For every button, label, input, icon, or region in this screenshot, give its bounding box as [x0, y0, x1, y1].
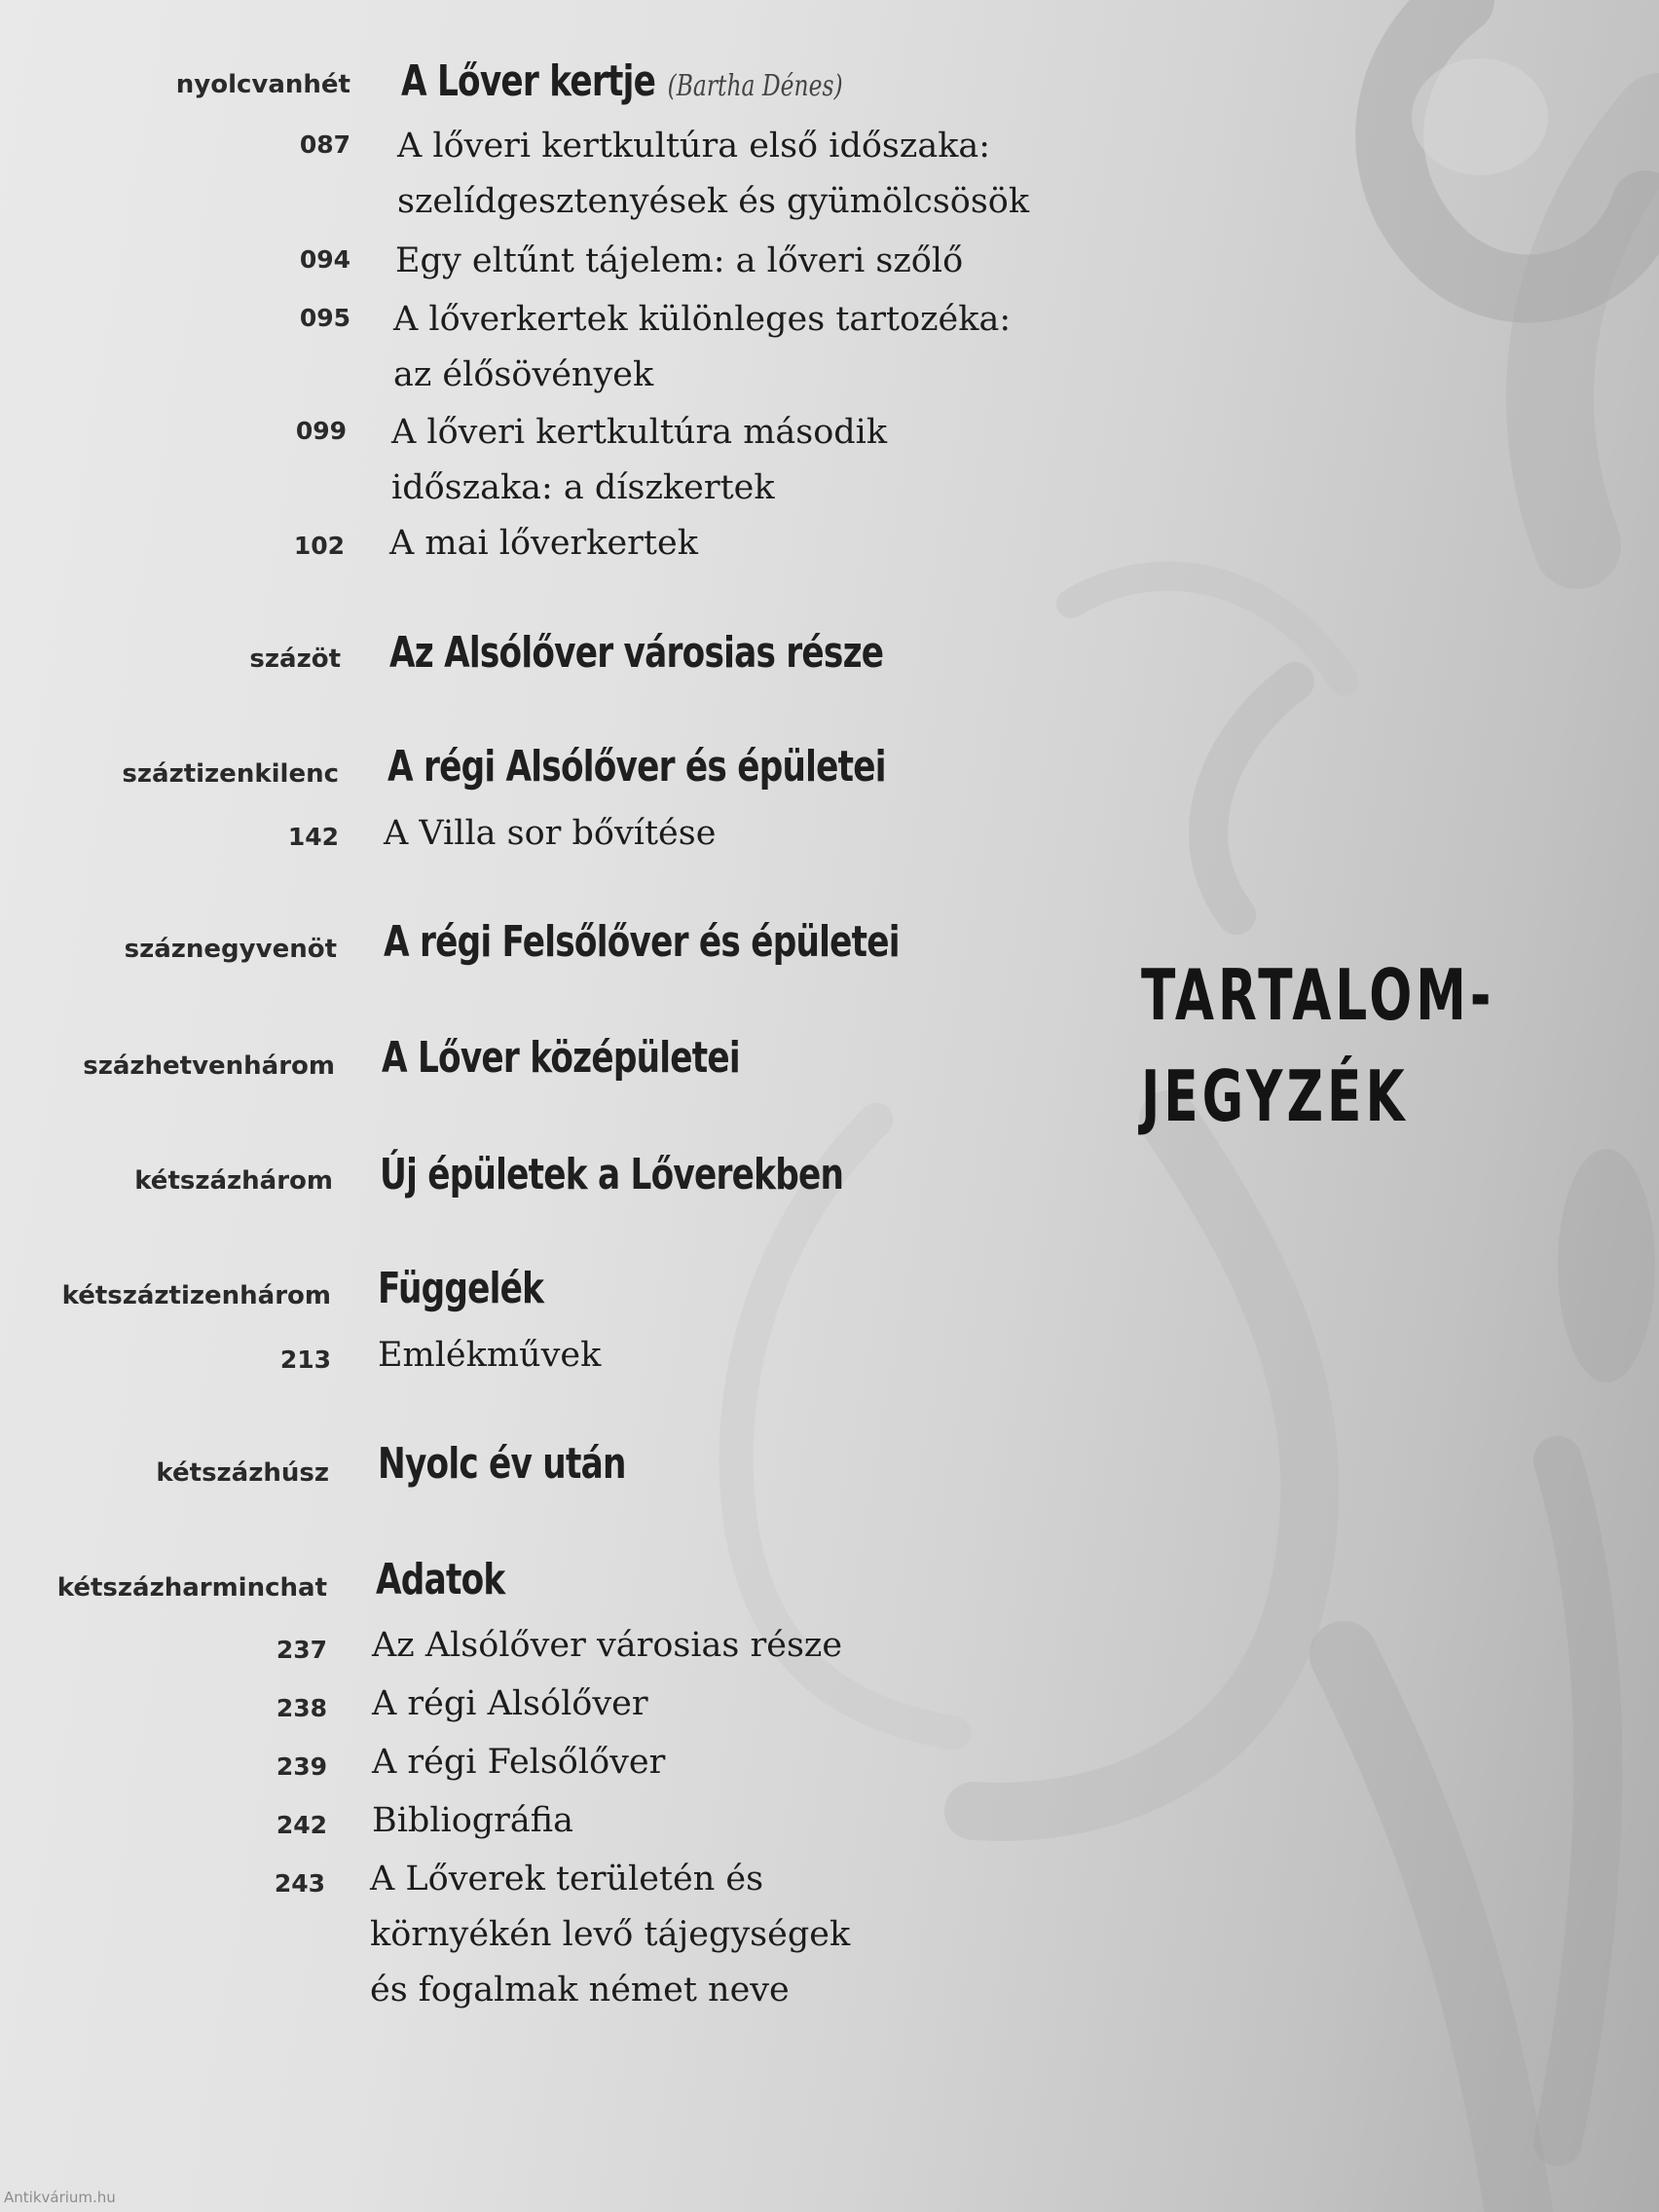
entry-text	[389, 516, 698, 571]
entry-line: Egy eltűnt tájelem: a lőveri szőlő	[395, 241, 964, 280]
entry-text	[370, 1852, 850, 2018]
section-label: kétszáztizenhárom	[61, 1281, 331, 1310]
entry-text	[378, 1328, 601, 1383]
entry-text	[393, 292, 1011, 403]
page-heading-line: JEGYZÉK	[1141, 1055, 1409, 1137]
section-author: (Bartha Dénes)	[667, 69, 843, 103]
page-number: 099	[295, 417, 347, 445]
section-title-text: Az Alsólőver városias része	[389, 628, 884, 678]
entry-text	[384, 806, 716, 862]
section-title-text: Új épületek a Lőverekben	[380, 1150, 844, 1199]
page-number: 239	[276, 1752, 327, 1781]
section-label: nyolcvanhét	[175, 70, 350, 99]
section-title	[378, 1439, 626, 1489]
page-number: 213	[279, 1346, 331, 1374]
page-heading	[1141, 944, 1494, 1147]
entry-line: és fogalmak német neve	[370, 1971, 790, 2009]
entry-text	[372, 1735, 665, 1790]
entry-line: Emlékművek	[378, 1336, 602, 1375]
page-number: 243	[274, 1869, 325, 1898]
entry-line: környékén levő tájegységek	[370, 1915, 851, 1954]
section-title	[387, 742, 886, 792]
entry-line: A lőverkertek különleges tartozéka:	[393, 300, 1012, 339]
entry-line: A mai lőverkertek	[389, 524, 698, 563]
watermark: Antikvárium.hu	[4, 2189, 116, 2206]
section-title	[389, 628, 883, 678]
entry-text	[391, 405, 887, 516]
entry-line: A régi Alsólőver	[372, 1684, 648, 1723]
entry-line: A régi Felsőlőver	[372, 1743, 666, 1782]
section-label: kétszázhúsz	[156, 1458, 329, 1488]
entry-line: A lőveri kertkultúra első időszaka:	[397, 127, 991, 166]
page-number: 102	[293, 532, 345, 560]
entry-line: A Villa sor bővítése	[384, 814, 717, 853]
section-title	[382, 1033, 740, 1083]
section-title-text: A régi Alsólőver és épületei	[387, 742, 886, 792]
page-number: 242	[276, 1811, 327, 1839]
section-title-text: A Lőver kertje	[401, 56, 656, 106]
entry-text	[372, 1677, 648, 1732]
section-title	[401, 56, 843, 106]
page-number: 095	[299, 304, 350, 332]
entry-text	[397, 119, 1029, 230]
section-title	[376, 1555, 504, 1604]
entry-line: A Lőverek területén és	[370, 1860, 764, 1899]
entry-line: Bibliográfia	[372, 1801, 573, 1840]
section-title	[380, 1150, 843, 1199]
section-label: kétszázharminchat	[56, 1573, 327, 1603]
entry-line: Az Alsólőver városias része	[372, 1626, 843, 1665]
section-label: kétszázhárom	[134, 1166, 333, 1196]
entry-line: A lőveri kertkultúra második	[391, 413, 888, 452]
section-label: száznegyvenöt	[124, 935, 337, 964]
section-title	[384, 917, 900, 967]
section-title-text: Adatok	[376, 1555, 505, 1604]
page-heading-line: TARTALOM-	[1141, 954, 1495, 1036]
entry-line: az élősövények	[393, 355, 654, 394]
entry-text	[372, 1793, 573, 1849]
section-label: százöt	[249, 645, 341, 674]
section-title-text: Nyolc év után	[378, 1439, 626, 1489]
section-title-text: A régi Felsőlőver és épületei	[384, 917, 900, 967]
page-number: 094	[299, 245, 350, 274]
section-title-text: A Lőver középületei	[382, 1033, 740, 1083]
entry-line: szelídgesztenyések és gyümölcsösök	[397, 182, 1030, 221]
section-label: száztizenkilenc	[122, 759, 339, 789]
section-title-text: Függelék	[378, 1264, 544, 1313]
entry-text	[372, 1618, 842, 1674]
section-title	[378, 1264, 543, 1313]
entry-line: időszaka: a díszkertek	[391, 468, 775, 507]
page-number: 237	[276, 1636, 327, 1664]
section-label: százhetvenhárom	[83, 1051, 335, 1081]
page-number: 087	[299, 130, 350, 159]
page-number: 238	[276, 1694, 327, 1722]
entry-text	[395, 234, 963, 289]
page-number: 142	[287, 823, 339, 851]
